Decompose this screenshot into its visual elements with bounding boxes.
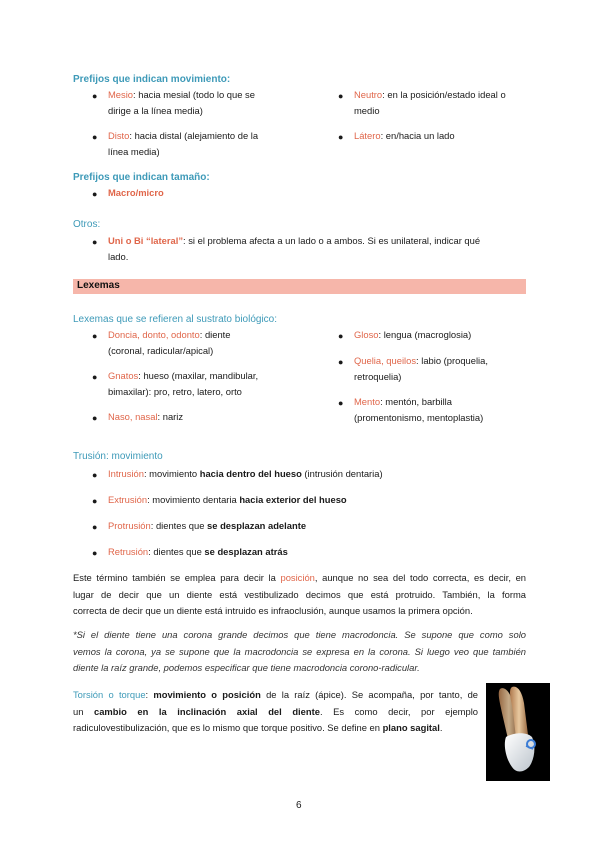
list-item-latero: Látero: en/hacia un lado: [354, 130, 455, 141]
list-item-protrusion: Protrusión: dientes que se desplazan adelante: [108, 520, 307, 531]
tooth-illustration: [486, 683, 550, 781]
list-item-gloso: Gloso: lengua (macroglosia): [354, 329, 472, 340]
bullet: ●: [92, 372, 98, 382]
paragraph-torque: Torsión o torque: movimiento o posición de la raíz (ápice). Se acompaña, por tanto, de un cambio en la inclinación axial del diente. Es como decir, por ejemplo radiculovestibulización, que es lo mismo que torque positivo. Se define en plano sagital.: [73, 689, 479, 733]
bullet: ●: [92, 522, 98, 532]
list-item-mento: Mento: mentón, barbilla (promentonismo, mentoplastia): [354, 396, 484, 423]
lexemas-title: Lexemas: [77, 280, 120, 291]
bullet: ●: [338, 357, 344, 367]
bullet: ●: [92, 237, 98, 247]
list-item-quelia: Quelia, queilos: labio (proquelia, retroquelia): [354, 355, 488, 382]
bullet: ●: [92, 548, 98, 558]
list-item-extrusion: Extrusión: movimiento dentaria hacia exterior del hueso: [108, 494, 347, 505]
list-item-macro-micro: Macro/micro: [108, 187, 164, 198]
bullet: ●: [338, 91, 344, 101]
bullet: ●: [92, 496, 98, 506]
bullet: ●: [338, 331, 344, 341]
section-heading-tamano: Prefijos que indican tamaño:: [73, 172, 210, 183]
list-item-uni-bi: Uni o Bi “lateral”: si el problema afecta a un lado o a ambos. Si es unilateral, indicar qué lado.: [108, 235, 481, 262]
paragraph-macrodoncia: *Si el diente tiene una corona grande decimos que tiene macrodoncia. Se supone que como solo vemos la corona, ya se supone que la macrodoncia se expresa en la corona. Si luego veo que también diente la raíz grande, podemos especificar que tiene macrodoncia corono-radicular.: [73, 629, 526, 673]
list-item-gnatos: Gnatos: hueso (maxilar, mandibular, bimaxilar): pro, retro, latero, orto: [108, 370, 259, 397]
list-item-disto: Disto: hacia distal (alejamiento de la línea media): [108, 130, 259, 157]
page-number: 6: [296, 800, 302, 811]
bullet: ●: [338, 132, 344, 142]
section-heading-otros: Otros:: [73, 219, 101, 230]
list-item-intrusion: Intrusión: movimiento hacia dentro del hueso (intrusión dentaria): [108, 468, 383, 479]
bullet: ●: [92, 470, 98, 480]
bullet: ●: [92, 189, 98, 199]
bullet: ●: [338, 398, 344, 408]
bullet: ●: [92, 331, 98, 341]
lexemas-header-bar: [73, 279, 526, 294]
bullet: ●: [92, 413, 98, 423]
section-heading-movimiento: Prefijos que indican movimiento:: [73, 74, 231, 85]
tooth-torque-image: [486, 683, 550, 781]
section-heading-trusion: Trusión: movimiento: [73, 451, 163, 462]
list-item-doncia: Doncia, donto, odonto: diente (coronal, radicular/apical): [108, 329, 231, 356]
bullet: ●: [92, 91, 98, 101]
bullet: ●: [92, 132, 98, 142]
list-item-retrusion: Retrusión: dientes que se desplazan atrás: [108, 546, 288, 557]
list-item-naso: Naso, nasal: nariz: [108, 411, 184, 422]
list-item-neutro: Neutro: en la posición/estado ideal o medio: [354, 89, 506, 116]
paragraph-posicion: Este término también se emplea para decir la posición, aunque no sea del todo correcta, es decir, en lugar de decir que un diente está vestibulizado decimos que está protruido. También, la forma correcta de decir que un diente está intruido es infraoclusión, aunque usamos la primera opción.: [73, 572, 526, 616]
section-heading-lexemas: Lexemas que se refieren al sustrato biológico:: [73, 314, 278, 325]
list-item-mesio: Mesio: hacia mesial (todo lo que se dirige a la línea media): [108, 89, 255, 116]
